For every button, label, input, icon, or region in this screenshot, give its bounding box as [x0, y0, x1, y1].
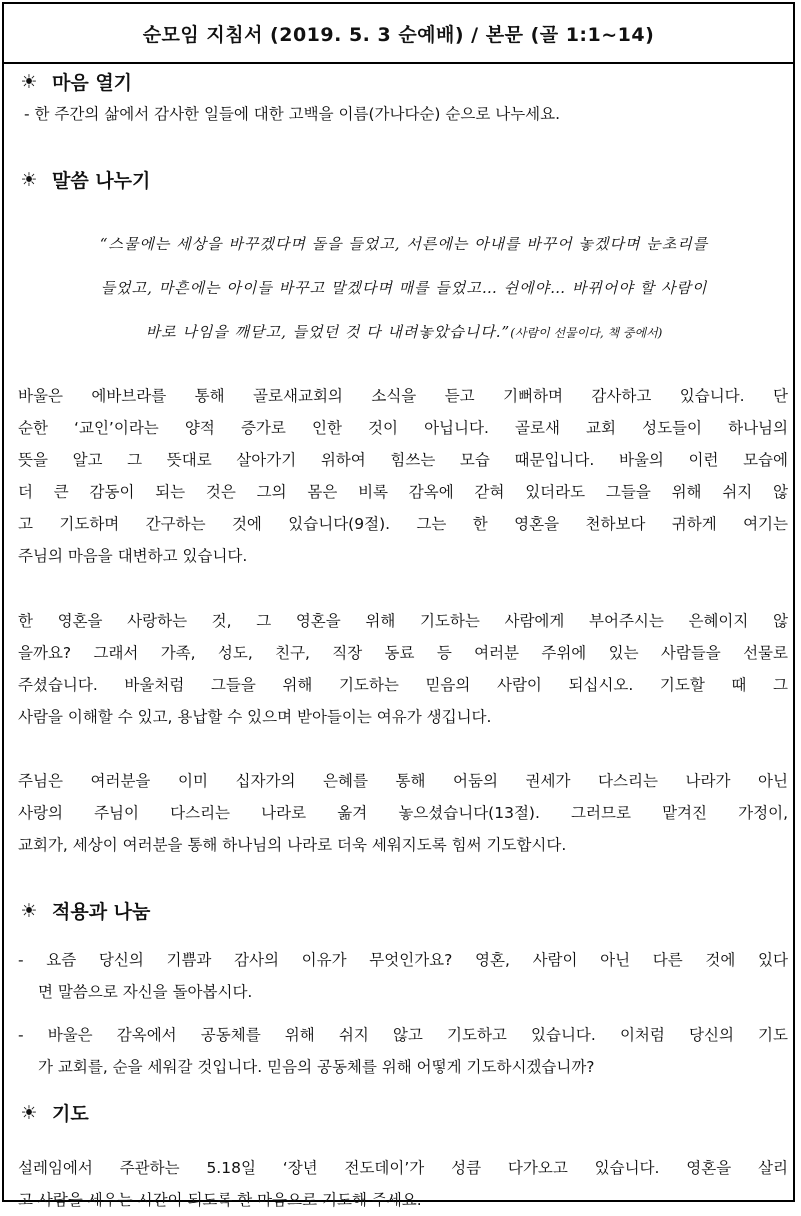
section-prayer-heading	[18, 1099, 89, 1126]
quote-line: 바로 나임을 깨닫고, 들었던 것 다 내려놓았습니다.”	[145, 323, 511, 341]
paragraph-line: 주님의 마음을 대변하고 있습니다.	[18, 547, 248, 565]
paragraph-line: 고 기도하며 간구하는 것에 있습니다(9절). 그는 한 영혼을 천하보다 귀하게 여기는	[18, 515, 788, 533]
sun-icon: ☀	[20, 70, 38, 93]
body-paragraph-2	[18, 605, 788, 733]
paragraph-line: 고 사람을 세우는 시간이 되도록 한 마음으로 기도해 주세요.	[18, 1191, 422, 1209]
quote-citation: (사람이 선물이다, 책 중에서)	[510, 326, 663, 340]
paragraph-line: 을까요? 그래서 가족, 성도, 친구, 직장 동료 등 여러분 주위에 있는 사람들을 선물로	[18, 644, 788, 662]
section-apply-heading	[18, 897, 150, 924]
apply-bullet-1	[18, 944, 788, 1008]
paragraph-line: 교회가, 세상이 여러분을 통해 하나님의 나라로 더욱 세워지도록 힘써 기도합시다.	[18, 836, 567, 854]
paragraph-line: 주님은 여러분을 이미 십자가의 은혜를 통해 어둠의 권세가 다스리는 나라가 아닌	[18, 772, 788, 790]
prayer-paragraph	[18, 1152, 788, 1216]
opening-instruction: - 한 주간의 삶에서 감사한 일들에 대한 고백을 이름(가나다순) 순으로 나누세요.	[24, 105, 561, 123]
paragraph-line: 순한 ‘교인’이라는 양적 증가로 인한 것이 아닙니다. 골로새 교회 성도들이 하나님의	[18, 419, 788, 437]
quote-line-last	[24, 310, 784, 355]
bullet-line: - 바울은 감옥에서 공동체를 위해 쉬지 않고 기도하고 있습니다. 이처럼 당신의 기도	[18, 1026, 788, 1044]
apply-bullet-2	[18, 1019, 788, 1083]
document-title: 순모임 지침서 (2019. 5. 3 순예배) / 본문 (골 1:1~14)	[4, 4, 793, 64]
sun-icon: ☀	[20, 1101, 38, 1124]
section-heading-label: 기도	[52, 1103, 89, 1125]
section-word-heading	[18, 166, 150, 193]
paragraph-line: 더 큰 감동이 되는 것은 그의 몸은 비록 감옥에 갇혀 있더라도 그들을 위해 쉬지 않	[18, 483, 788, 501]
section-heading-label: 적용과 나눔	[52, 901, 151, 923]
section-opening-heading	[18, 68, 132, 95]
paragraph-line: 사랑의 주님이 다스리는 나라로 옮겨 놓으셨습니다(13절). 그러므로 맡겨진 가정이,	[18, 804, 788, 822]
paragraph-line: 설레임에서 주관하는 5.18일 ‘장년 전도데이’가 성큼 다가오고 있습니다. 영혼을 살리	[18, 1159, 788, 1177]
handwritten-quote	[24, 222, 784, 355]
section-heading-label: 말씀 나누기	[52, 170, 151, 192]
section-heading-label: 마음 열기	[52, 72, 133, 94]
paragraph-line: 사람을 이해할 수 있고, 용납할 수 있으며 받아들이는 여유가 생깁니다.	[18, 708, 492, 726]
paragraph-line: 한 영혼을 사랑하는 것, 그 영혼을 위해 기도하는 사람에게 부어주시는 은혜이지 않	[18, 612, 788, 630]
paragraph-line: 뜻을 알고 그 뜻대로 살아가기 위하여 힘쓰는 모습 때문입니다. 바울의 이런 모습에	[18, 451, 788, 469]
sun-icon: ☀	[20, 168, 38, 191]
bullet-line: 면 말씀으로 자신을 돌아봅시다.	[38, 983, 253, 1001]
quote-line: 들었고, 마흔에는 아이들 바꾸고 말겠다며 매를 들었고… 쉰에야… 바뀌어야 할 사람이	[100, 279, 708, 297]
body-paragraph-1	[18, 380, 788, 572]
bullet-line: - 요즘 당신의 기쁨과 감사의 이유가 무엇인가요? 영혼, 사람이 아닌 다른 것에 있다	[18, 951, 788, 969]
paragraph-line: 주셨습니다. 바울처럼 그들을 위해 기도하는 믿음의 사람이 되십시오. 기도할 때 그	[18, 676, 788, 694]
body-paragraph-3	[18, 765, 788, 861]
document-frame	[2, 2, 795, 1209]
sun-icon: ☀	[20, 899, 38, 922]
bullet-line: 가 교회를, 순을 세워갈 것입니다. 믿음의 공동체를 위해 어떻게 기도하시겠습니까?	[38, 1058, 595, 1076]
quote-line: “스물에는 세상을 바꾸겠다며 돌을 들었고, 서른에는 아내를 바꾸어 놓겠다며 눈초리를	[99, 235, 709, 253]
paragraph-line: 바울은 에바브라를 통해 골로새교회의 소식을 듣고 기뻐하며 감사하고 있습니다. 단	[18, 387, 788, 405]
